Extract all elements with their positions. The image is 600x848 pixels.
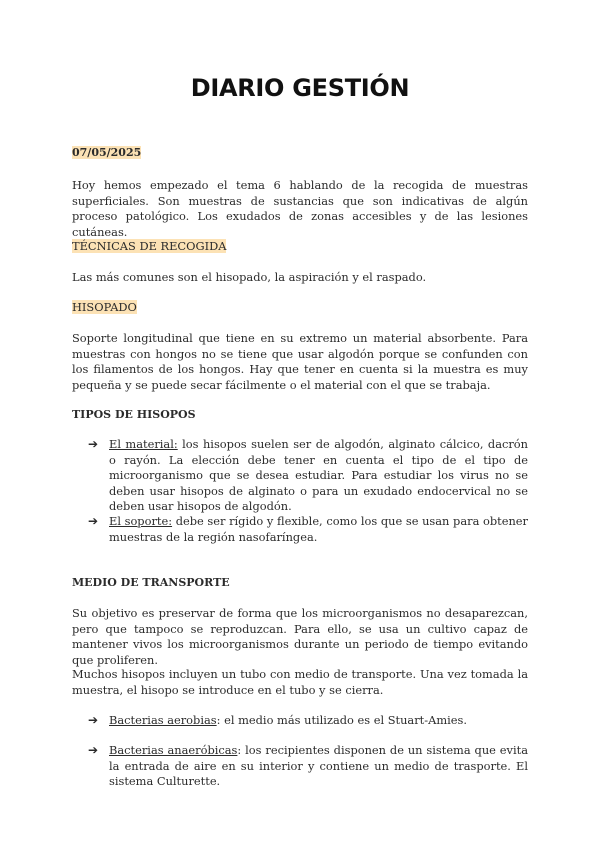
intro-paragraph: Hoy hemos empezado el tema 6 hablando de la recogida de muestras superficiales. Son muestras de sustancias que son indicativas de algún proceso patológico. Los exudados de zonas accesibles y de las lesiones cutáneas. bbox=[72, 178, 528, 239]
date-line bbox=[72, 145, 528, 161]
list-item-body: debe ser rígido y flexible, como los que se usan para obtener muestras de la región nasofaríngea. bbox=[109, 514, 528, 544]
list-item-text bbox=[109, 713, 528, 729]
list-item-body: : el medio más utilizado es el Stuart-Amies. bbox=[216, 713, 467, 727]
list-item-text bbox=[109, 743, 528, 790]
list-item-term: Bacterias anaeróbicas bbox=[109, 743, 238, 757]
list-item-term: El soporte: bbox=[109, 514, 173, 528]
page-title: DIARIO GESTIÓN bbox=[190, 74, 410, 102]
tecnicas-heading-line bbox=[72, 239, 528, 255]
medio-paragraph-2: Muchos hisopos incluyen un tubo con medio de transporte. Una vez tomada la muestra, el hisopo se introduce en el tubo y se cierra. bbox=[72, 667, 528, 697]
tipos-heading: TIPOS DE HISOPOS bbox=[72, 408, 196, 421]
list-item bbox=[88, 437, 528, 515]
list-item-text bbox=[109, 514, 528, 545]
date-highlight: 07/05/2025 bbox=[72, 146, 142, 159]
medio-paragraph-1: Su objetivo es preservar de forma que los microorganismos no desaparezcan, pero que tampoco se reproduzcan. Para ello, se usa un cultivo capaz de mantener vivos los microorganismos durante un periodo de tiempo evitando que proliferen. bbox=[72, 606, 528, 667]
list-item-body: : los recipientes disponen de un sistema que evita la entrada de aire en su interior y contiene un medio de trasporte. El sistema Culturette. bbox=[109, 743, 528, 788]
list-item bbox=[88, 743, 528, 790]
medio-heading: MEDIO DE TRANSPORTE bbox=[72, 576, 230, 589]
tecnicas-heading: TÉCNICAS DE RECOGIDA bbox=[72, 239, 227, 253]
list-item bbox=[88, 713, 528, 729]
arrow-icon: ➔ bbox=[88, 514, 99, 528]
list-item bbox=[88, 514, 528, 545]
list-item-body: los hisopos suelen ser de algodón, alginato cálcico, dacrón o rayón. La elección debe tener en cuenta el tipo de el tipo de microorganismo que se desea estudiar. Para estudiar los virus no se deben usar hisopos de alginato o para un exudado endocervical no se deben usar hisopos de algodón. bbox=[109, 437, 529, 513]
arrow-icon: ➔ bbox=[88, 437, 99, 451]
hisopado-heading-line bbox=[72, 300, 528, 316]
arrow-icon: ➔ bbox=[88, 713, 99, 727]
hisopado-heading: HISOPADO bbox=[72, 300, 137, 314]
list-item-term: El material: bbox=[109, 437, 178, 451]
list-item-term: Bacterias aerobias bbox=[109, 713, 217, 727]
hisopado-paragraph: Soporte longitudinal que tiene en su extremo un material absorbente. Para muestras con hongos no se tiene que usar algodón porque se confunden con los filamentos de los hongos. Hay que tener en cuenta si la muestra es muy pequeña y se puede secar fácilmente o el material con el que se trabaja. bbox=[72, 331, 528, 392]
list-item-text bbox=[109, 437, 528, 515]
arrow-icon: ➔ bbox=[88, 743, 99, 757]
tecnicas-paragraph: Las más comunes son el hisopado, la aspiración y el raspado. bbox=[72, 270, 427, 284]
